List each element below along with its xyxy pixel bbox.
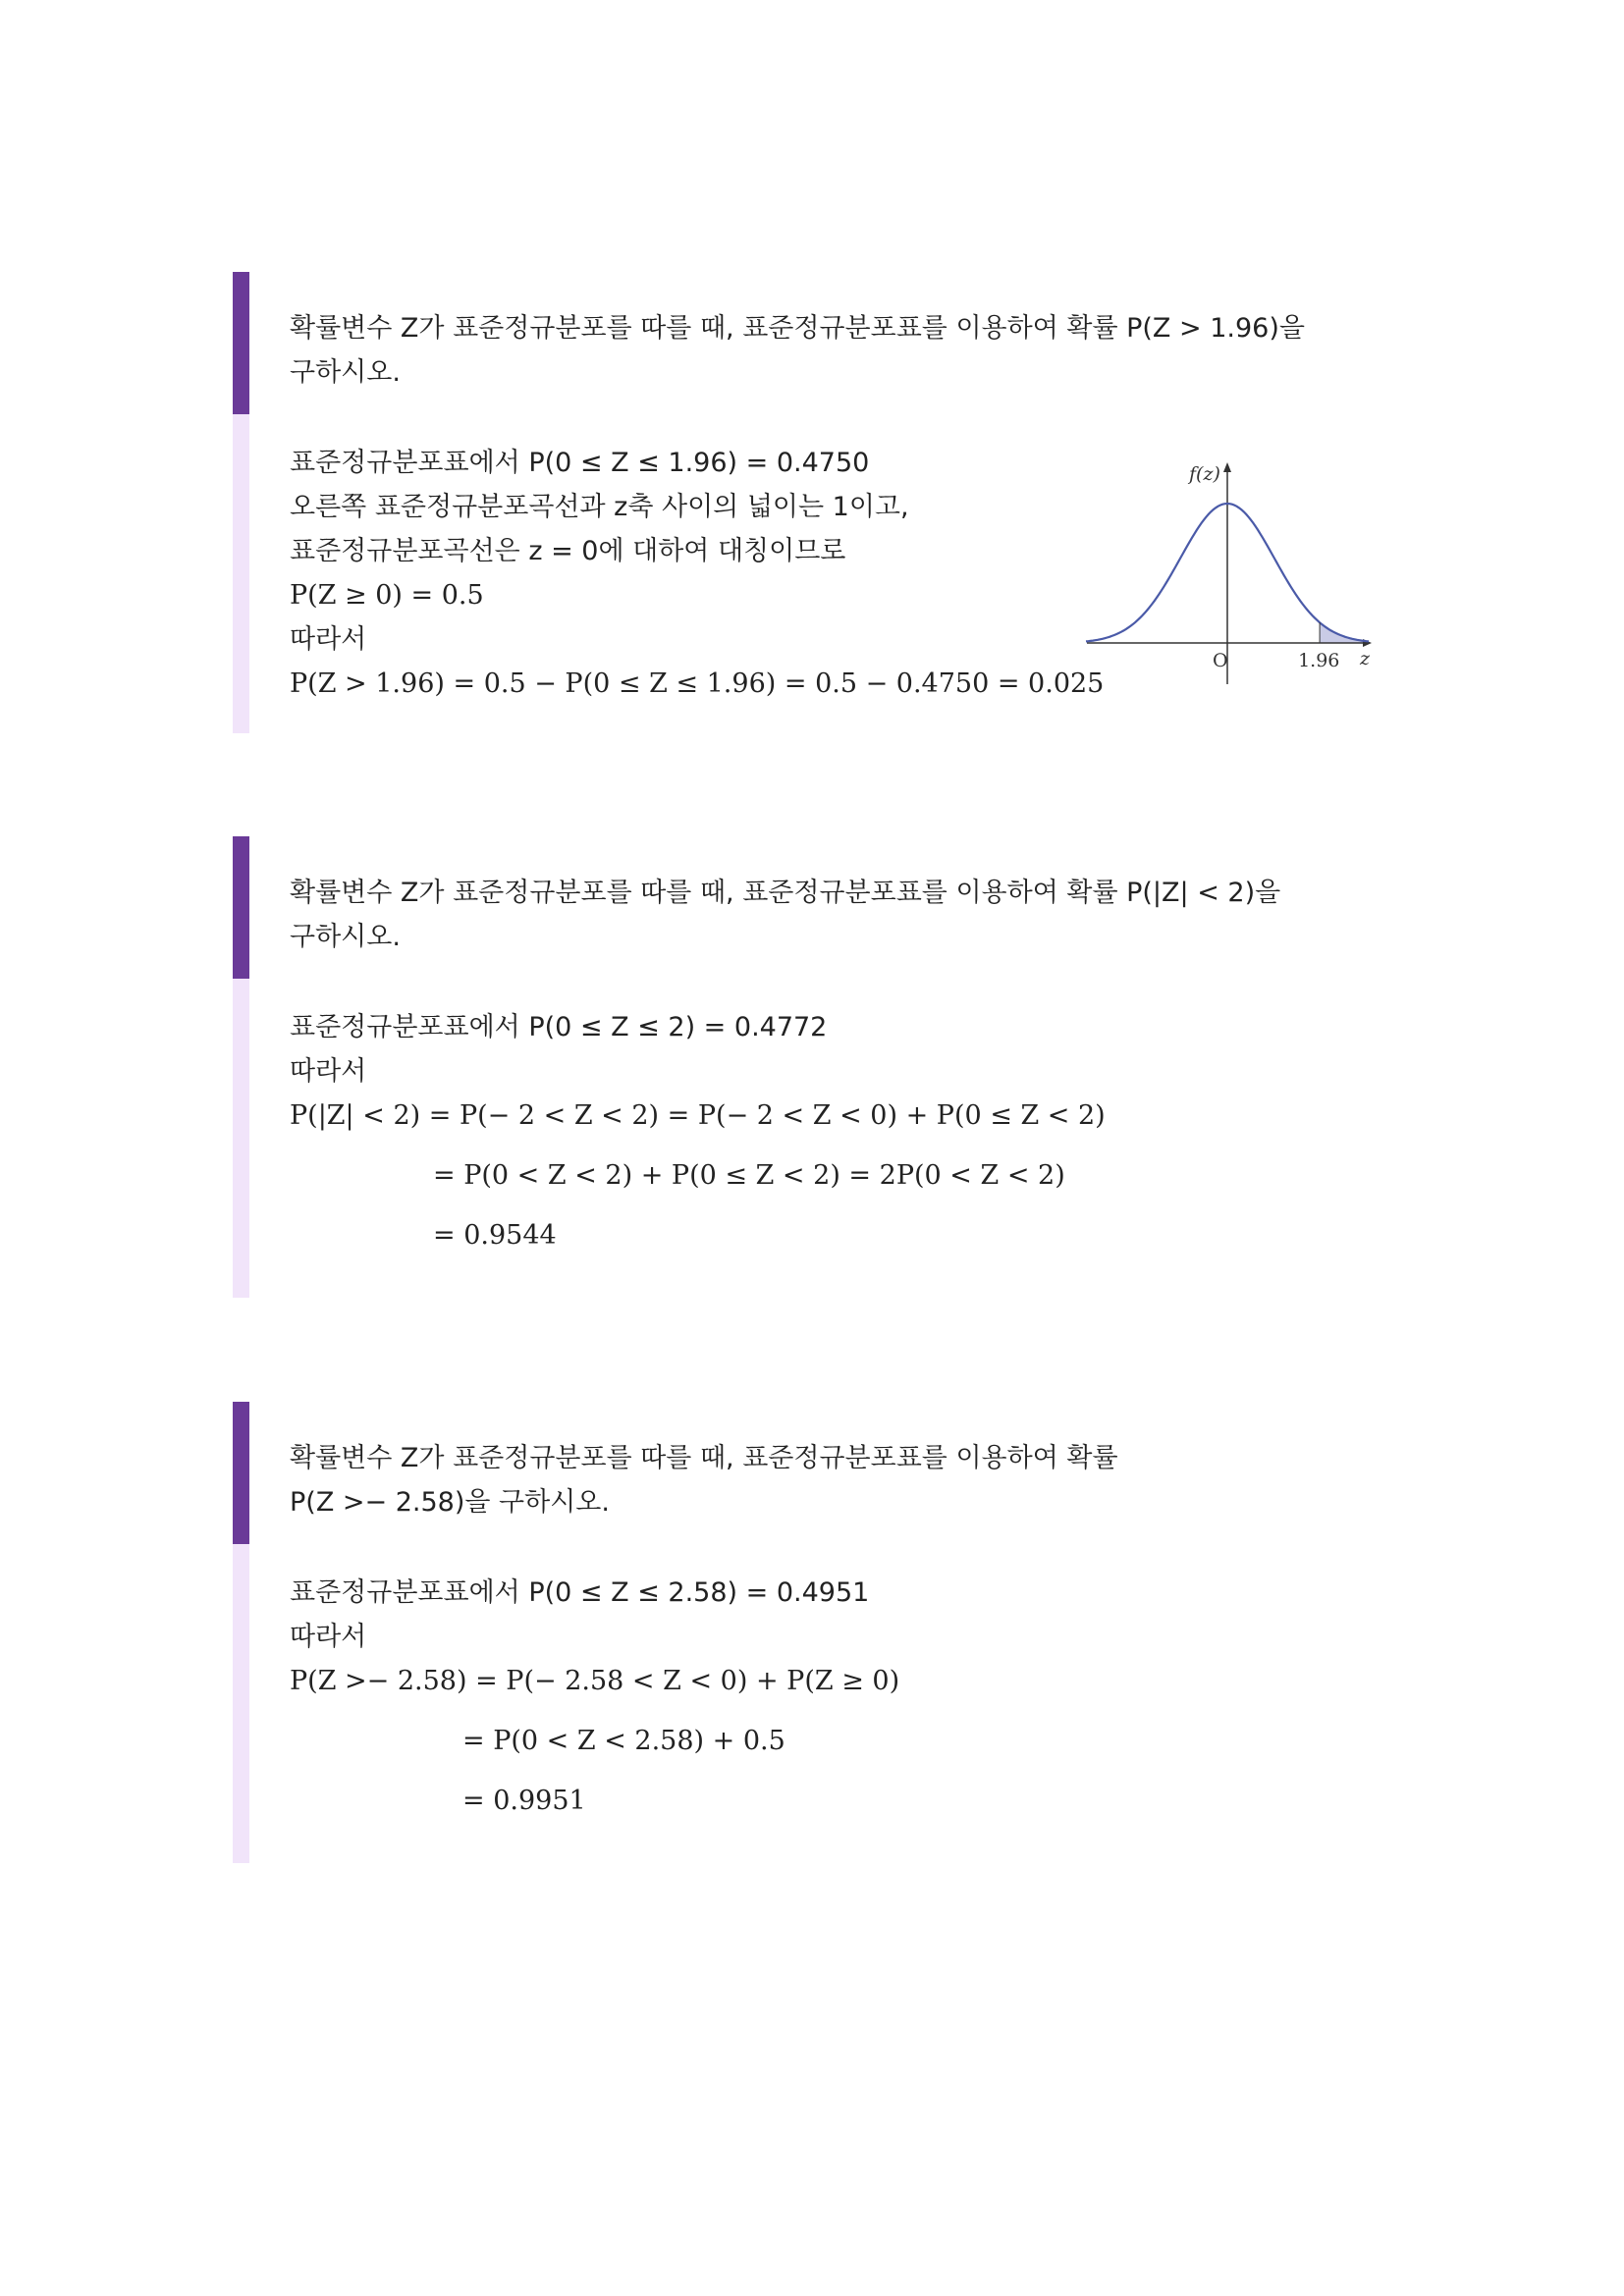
question-bar <box>233 1402 249 1544</box>
solution-line-6: P(Z > 1.96) = 0.5 − P(0 ≤ Z ≤ 1.96) = 0.5 − 0.4750 = 0.025 <box>290 668 1105 699</box>
solution-line-3: 표준정규분포곡선은 z = 0에 대하여 대칭이므로 <box>290 536 846 566</box>
solution-line-5: = 0.9544 <box>433 1220 557 1251</box>
problem-3 <box>233 1402 1372 1863</box>
solution-line-1: 표준정규분포표에서 P(0 ≤ Z ≤ 2) = 0.4772 <box>290 1012 828 1042</box>
question-line-2: P(Z >− 2.58)을 구하시오. <box>290 1487 610 1518</box>
solution-bar <box>233 414 249 733</box>
solution-line-5: = 0.9951 <box>462 1786 586 1816</box>
solution-line-4: = P(0 < Z < 2) + P(0 ≤ Z < 2) = 2P(0 < Z < 2) <box>433 1160 1065 1191</box>
solution-line-2: 따라서 <box>290 1622 367 1652</box>
question-line-2: 구하시오. <box>290 357 401 388</box>
question-bar <box>233 836 249 979</box>
question-line-2: 구하시오. <box>290 922 401 952</box>
solution-line-5: 따라서 <box>290 624 367 655</box>
solution-line-3: P(Z >− 2.58) = P(− 2.58 < Z < 0) + P(Z ≥ 0) <box>290 1666 900 1696</box>
mark-label: 1.96 <box>1298 650 1340 671</box>
y-axis-arrow <box>1223 462 1231 472</box>
problem-2 <box>233 836 1372 1298</box>
question-line-1: 확률변수 Z가 표준정규분포를 따를 때, 표준정규분포표를 이용하여 확률 P(Z > 1.96)을 <box>290 313 1305 344</box>
problem-1 <box>233 272 1372 733</box>
origin-label: O <box>1213 650 1228 671</box>
solution-bar <box>233 979 249 1298</box>
solution-line-1: 표준정규분포표에서 P(0 ≤ Z ≤ 2.58) = 0.4951 <box>290 1577 870 1608</box>
solution-line-4: P(Z ≥ 0) = 0.5 <box>290 580 484 611</box>
solution-line-2: 따라서 <box>290 1056 367 1087</box>
x-axis-label: z <box>1360 648 1371 669</box>
question-line-1: 확률변수 Z가 표준정규분포를 따를 때, 표준정규분포표를 이용하여 확률 <box>290 1443 1118 1473</box>
solution-bar <box>233 1544 249 1863</box>
question-bar <box>233 272 249 414</box>
solution-line-3: P(|Z| < 2) = P(− 2 < Z < 2) = P(− 2 < Z < 0) + P(0 ≤ Z < 2) <box>290 1100 1106 1131</box>
solution-line-4: = P(0 < Z < 2.58) + 0.5 <box>462 1726 785 1756</box>
question-line-1: 확률변수 Z가 표준정규분포를 따를 때, 표준정규분포표를 이용하여 확률 P(|Z| < 2)을 <box>290 878 1281 908</box>
y-axis-label: f(z) <box>1189 463 1220 485</box>
solution-line-2: 오른쪽 표준정규분포곡선과 z축 사이의 넓이는 1이고, <box>290 492 909 522</box>
solution-line-1: 표준정규분포표에서 P(0 ≤ Z ≤ 1.96) = 0.4750 <box>290 448 870 478</box>
normal-distribution-graph <box>1085 456 1380 692</box>
